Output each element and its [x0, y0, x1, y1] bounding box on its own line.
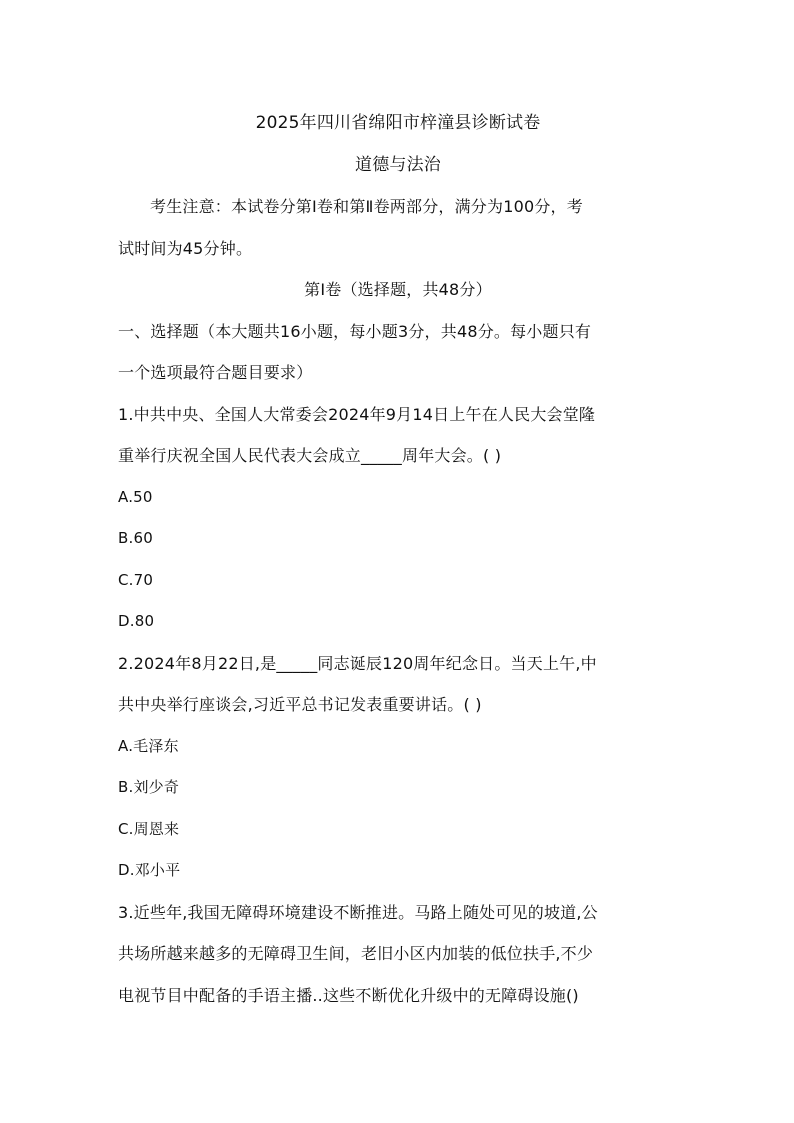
question-1-stem-line-2: 重举行庆祝全国人民代表大会成立_____周年大会。( ) — [118, 446, 502, 465]
notice-line-2: 试时间为45分钟。 — [118, 238, 253, 258]
question-2 — [118, 643, 678, 892]
section-heading-line-2: 一个选项最符合题目要求） — [118, 363, 313, 382]
question-3-stem-line-2: 共场所越来越多的无障碍卫生间，老旧小区内加装的低位扶手,不少 — [118, 944, 594, 963]
exam-subject: 道德与法治 — [355, 154, 441, 175]
exam-content — [118, 103, 678, 1016]
question-3 — [118, 892, 678, 1017]
question-3-stem-line-3: 电视节目中配备的手语主播..这些不断优化升级中的无障碍设施() — [118, 985, 579, 1005]
part-title: 第Ⅰ卷（选择题，共48分） — [304, 280, 492, 299]
question-2-option-b: B.刘少奇 — [118, 778, 180, 796]
question-2-stem-line-1: 2.2024年8月22日,是_____同志诞辰120周年纪念日。当天上午,中 — [118, 653, 597, 673]
question-2-option-d: D.邓小平 — [118, 861, 181, 879]
question-2-option-a: A.毛泽东 — [118, 736, 179, 755]
question-2-option-c: C.周恩来 — [118, 819, 180, 838]
notice-line-1: 考生注意：本试卷分第Ⅰ卷和第Ⅱ卷两部分，满分为100分，考 — [150, 197, 583, 216]
exam-title: 2025年四川省绵阳市梓潼县诊断试卷 — [255, 113, 541, 133]
question-3-stem-line-1: 3.近些年,我国无障碍环境建设不断推进。马路上随处可见的坡道,公 — [118, 902, 598, 922]
question-1-stem-line-1: 1.中共中央、全国人大常委会2024年9月14日上午在人民大会堂隆 — [118, 404, 596, 424]
question-2-stem-line-2: 共中央举行座谈会,习近平总书记发表重要讲话。( ) — [118, 695, 482, 714]
question-1-option-d: D.80 — [118, 612, 155, 630]
section-heading-line-1: 一、选择题（本大题共16小题，每小题3分，共48分。每小题只有 — [118, 321, 592, 341]
question-1-option-c: C.70 — [118, 570, 154, 589]
question-1-option-b: B.60 — [118, 529, 153, 547]
question-1 — [118, 394, 678, 643]
question-1-option-a: A.50 — [118, 487, 153, 506]
